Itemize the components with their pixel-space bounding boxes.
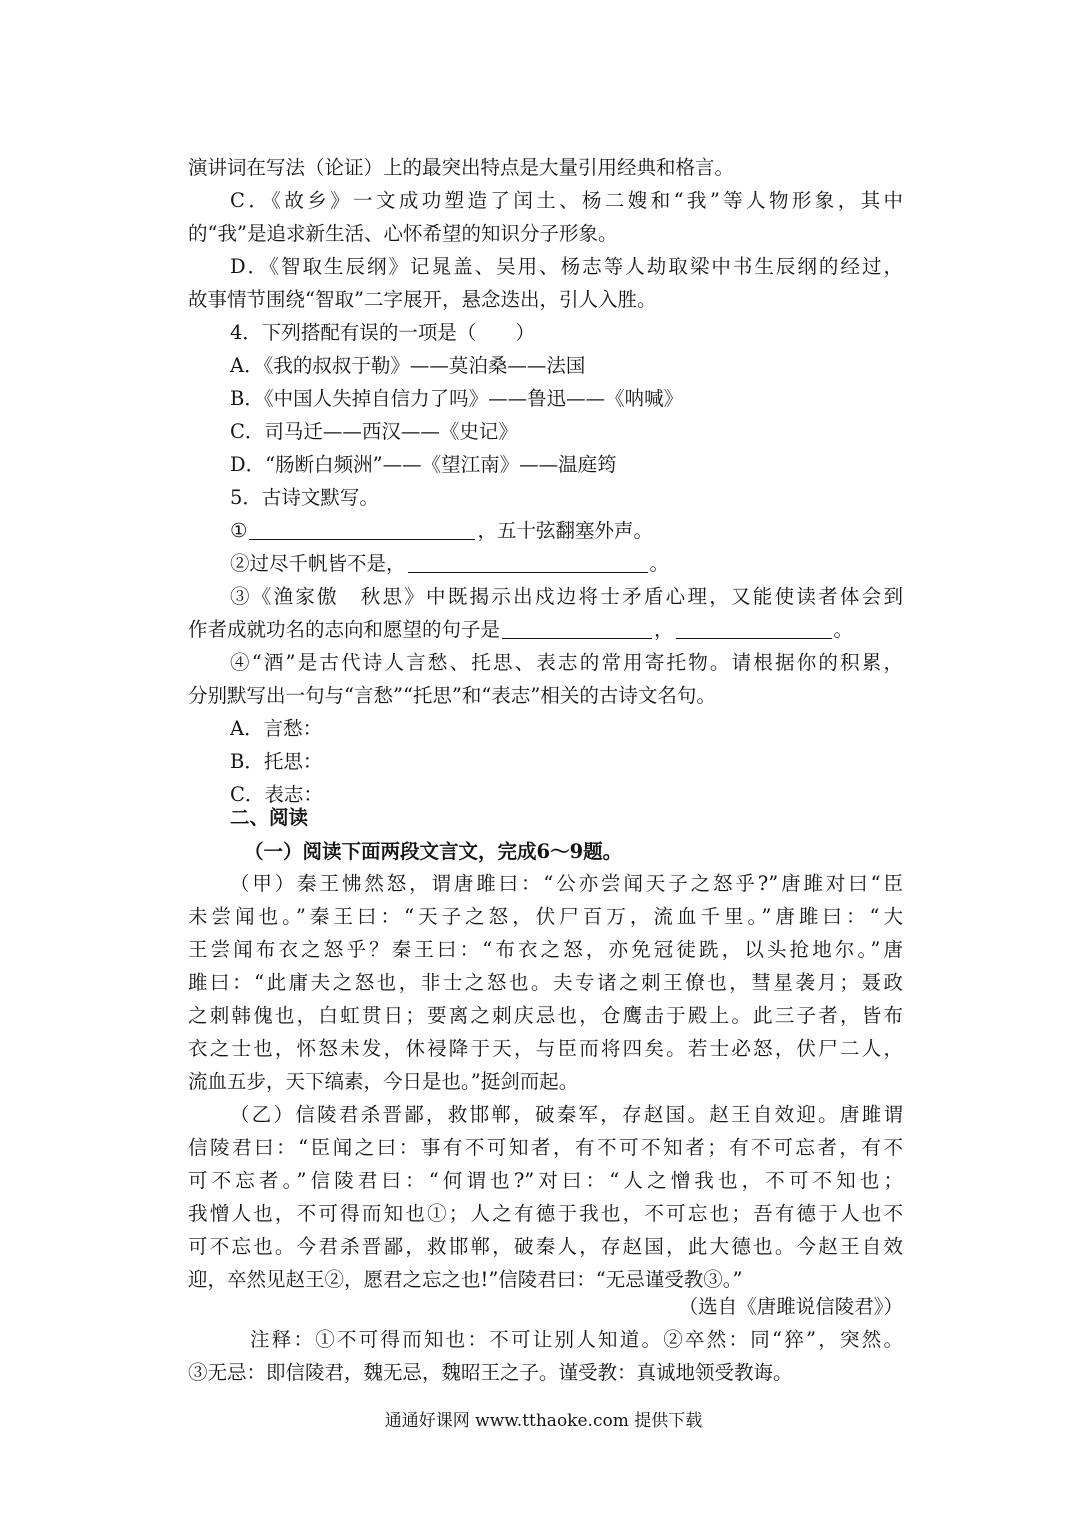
question-4-option-a: A．《我的叔叔于勒》——莫泊桑——法国 bbox=[230, 354, 586, 377]
passage-source: （选自《唐雎说信陵君》） bbox=[678, 1295, 903, 1318]
passage-jia-line: 雎曰：“此庸夫之怒也，非士之怒也。夫专诸之刺王僚也，彗星袭月；聂政 bbox=[188, 971, 903, 994]
passage-yi-line: 信陵君曰：“臣闻之曰：事有不可知者，有不可不知者；有不可忘者，有不 bbox=[188, 1136, 903, 1159]
item-text: 。 bbox=[649, 552, 670, 575]
question-5-stem: 5．古诗文默写。 bbox=[230, 486, 379, 509]
passage-yi-line: 我憎人也，不可得而知也①；人之有德于我也，不可忘也；吾有德于人也不 bbox=[188, 1202, 903, 1225]
question-4-option-d: D．“肠断白频洲”——《望江南》——温庭筠 bbox=[230, 453, 617, 476]
page-footer: 通通好课网 www.tthaoke.com 提供下载 bbox=[384, 1411, 703, 1431]
question-4-stem: 4．下列搭配有误的一项是（ ） bbox=[230, 321, 535, 344]
annotation-line: ③无忌：即信陵君，魏无忌，魏昭王之子。谨受教：真诚地领受教诲。 bbox=[188, 1361, 793, 1384]
question-5-item-3-answer-line bbox=[188, 613, 903, 646]
question-5-item-4-a: A．言愁： bbox=[230, 717, 323, 740]
option-d-line: D．《智取生辰纲》记晁盖、吴用、杨志等人劫取梁中书生辰纲的经过， bbox=[230, 255, 903, 278]
answer-blank[interactable] bbox=[502, 616, 652, 639]
question-5-item-4-b: B．托思： bbox=[230, 750, 323, 773]
text-line: 的“我”是追求新生活、心怀希望的知识分子形象。 bbox=[188, 222, 618, 245]
text-line: 故事情节围绕“智取”二字展开，悬念迭出，引人入胜。 bbox=[188, 288, 657, 311]
option-c-line: C．《故乡》一文成功塑造了闰土、杨二嫂和“我”等人物形象，其中 bbox=[230, 189, 903, 212]
item-text: ， bbox=[654, 618, 674, 641]
item-text: ，五十弦翻塞外声。 bbox=[477, 519, 653, 542]
subsection-heading: （一）阅读下面两段文言文，完成6～9题。 bbox=[244, 840, 623, 863]
question-5-item-4: ④“酒”是古代诗人言愁、托思、表志的常用寄托物。请根据你的积累， bbox=[230, 651, 903, 674]
question-5-item-3: ③《渔家傲 秋思》中既揭示出戍边将士矛盾心理，又能使读者体会到 bbox=[230, 585, 903, 608]
item-text: 作者成就功名的志向和愿望的句子是 bbox=[188, 618, 501, 641]
passage-jia-line: 之刺韩傀也，白虹贯日；要离之刺庆忌也，仓鹰击于殿上。此三子者，皆布 bbox=[188, 1004, 903, 1027]
passage-yi-line: 可不忘也。今君杀晋鄙，救邯郸，破秦人，存赵国，此大德也。今赵王自效 bbox=[188, 1235, 903, 1258]
question-5-item-4-c: C．表志： bbox=[230, 783, 323, 806]
passage-yi-line: 迎，卒然见赵王②，愿君之忘之也!”信陵君曰：“无忌谨受教③。” bbox=[188, 1268, 743, 1291]
passage-jia-line: 流血五步，天下缟素，今日是也。”挺剑而起。 bbox=[188, 1070, 579, 1093]
annotation-line: 注释：①不可得而知也：不可让别人知道。②卒然：同“猝”，突然。 bbox=[250, 1328, 903, 1351]
answer-blank[interactable] bbox=[249, 517, 475, 540]
item-number: ① bbox=[230, 519, 248, 542]
text-line: 分别默写出一句与“言愁”“托思”和“表志”相关的古诗文名句。 bbox=[188, 684, 716, 707]
section-heading: 二、阅读 bbox=[230, 806, 309, 829]
question-5-item-2 bbox=[230, 547, 903, 580]
answer-blank[interactable] bbox=[676, 616, 832, 639]
item-text: ②过尽千帆皆不是， bbox=[230, 552, 406, 575]
passage-yi-line: 可不忘者。”信陵君曰：“何谓也?”对曰：“人之憎我也，不可不知也； bbox=[188, 1169, 903, 1192]
passage-jia-line: 衣之士也，怀怒未发，休祲降于天，与臣而将四矣。若士必怒，伏尸二人， bbox=[188, 1037, 903, 1060]
answer-blank[interactable] bbox=[408, 550, 648, 573]
passage-yi-line: （乙）信陵君杀晋鄙，救邯郸，破秦军，存赵国。赵王自效迎。唐雎谓 bbox=[230, 1103, 903, 1126]
question-5-item-1 bbox=[230, 514, 903, 547]
passage-jia-line: （甲）秦王怫然怒，谓唐雎曰：“公亦尝闻天子之怒乎?”唐雎对曰“臣 bbox=[230, 872, 903, 895]
passage-jia-line: 未尝闻也。”秦王曰：“天子之怒，伏尸百万，流血千里。”唐雎曰：“大 bbox=[188, 905, 903, 928]
question-4-option-b: B．《中国人失掉自信力了吗》——鲁迅——《呐喊》 bbox=[230, 387, 684, 410]
item-text: 。 bbox=[833, 618, 854, 641]
text-line: 演讲词在写法（论证）上的最突出特点是大量引用经典和格言。 bbox=[188, 156, 735, 179]
passage-jia-line: 王尝闻布衣之怒乎？秦王曰：“布衣之怒，亦免冠徒跣，以头抢地尔。”唐 bbox=[188, 938, 903, 961]
question-4-option-c: C．司马迁——西汉——《史记》 bbox=[230, 420, 518, 443]
